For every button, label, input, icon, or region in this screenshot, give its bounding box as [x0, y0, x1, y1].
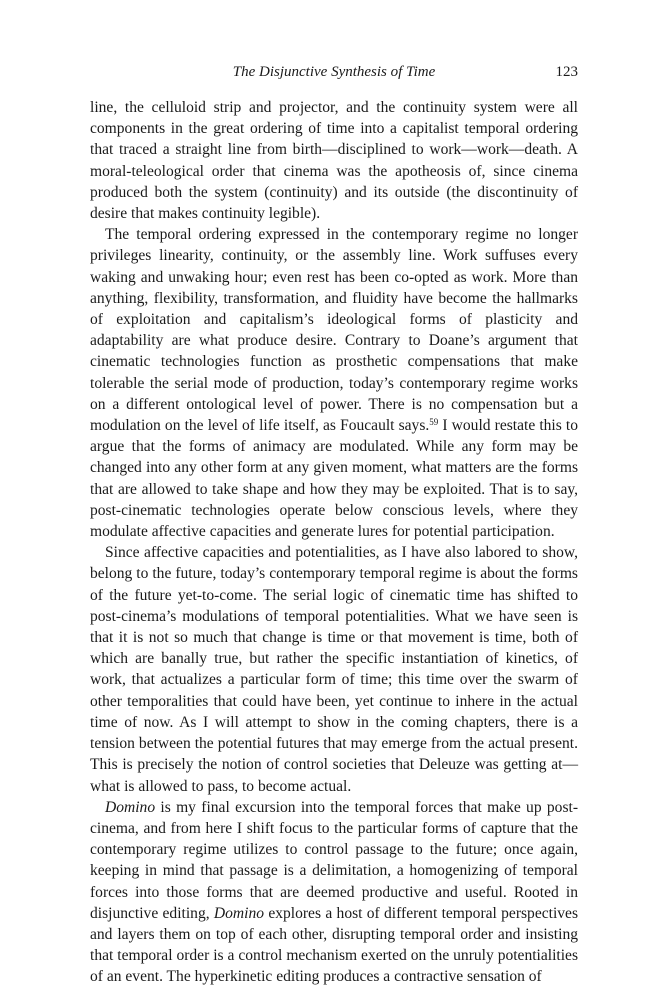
- paragraph-2-text-b: I would restate this to argue that the forms of animacy are modulated. While any form may be changed into any other form at any given moment, what matters are the forms that are allowed to take shape and how they may be exploited. That is to say, post-cinematic technologies operate below conscious levels, where they modulate affective capacities and generate lures for potential participation.: [90, 417, 578, 541]
- paragraph-2: [90, 224, 578, 542]
- paragraph-1: [90, 97, 578, 224]
- running-title: The Disjunctive Synthesis of Time: [232, 64, 436, 80]
- paragraph-3-text: Since affective capacities and potentialities, as I have also labored to show, belong to the future, today’s contemporary temporal regime is about the forms of the future yet-to-come. The serial logic of cinematic time has shifted to post-cinema’s modulations of temporal potentialities. What we have seen is that it is not so much that change is time or that movement is time, both of which are banally true, but rather the specific instantiation of kinetics, of work, that actualizes a particular form of time; this time over the swarm of other temporalities that could have been, yet continue to inhere in the actual time of now. As I will attempt to show in the coming chapters, there is a tension between the potential futures that may emerge from the actual present. This is precisely the notion of control societies that Deleuze was getting at—what is allowed to pass, to become actual.: [90, 544, 578, 795]
- footnote-reference-59: 59: [429, 417, 439, 428]
- paragraph-1-text: line, the celluloid strip and projector, and the continuity system were all components in the great ordering of time into a capitalist temporal ordering that traced a straight line from birth—disciplined to work—work—death. A moral-teleological order that cinema was the apotheosis of, since cinema produced both the system (continuity) and its outside (the discontinuity of desire that makes continuity legible).: [90, 99, 578, 223]
- body-text: [90, 97, 578, 988]
- book-page: [90, 62, 578, 988]
- paragraph-2-text-a: The temporal ordering expressed in the contemporary regime no longer privileges linearity, continuity, or the assembly line. Work suffuses every waking and unwaking hour; even rest has been co-opted as work. More than anything, flexibility, transformation, and fluidity have become the hallmarks of exploitation and capitalism’s ideological forms of plasticity and adaptability are what produce desire. Contrary to Doane’s argument that cinematic technologies function as prosthetic compensations that make tolerable the serial mode of production, today’s contemporary regime works on a different ontological level of power. There is no compensation but a modulation on the level of life itself, as Foucault says.: [90, 226, 578, 435]
- paragraph-4: [90, 797, 578, 988]
- paragraph-4-text-a: is my final excursion into the temporal forces that make up post-cinema, and from here I shift focus to the particular forms of capture that the contemporary regime utilizes to control passage to the future; once again, keeping in mind that passage is a delimitation, a homogenizing of temporal forces into those forms that are deemed productive and useful. Rooted in disjunctive editing,: [90, 798, 578, 922]
- running-head: [90, 62, 578, 84]
- film-title-domino-2: Domino: [213, 904, 265, 922]
- film-title-domino: Domino: [105, 798, 156, 816]
- paragraph-3: [90, 542, 578, 796]
- page-number: 123: [555, 64, 578, 80]
- paragraph-4-text-b: explores a host of different temporal perspectives and layers them on top of each other, disrupting temporal order and insisting that temporal order is a control mechanism exerted on the unruly potentialities of an event. The hyperkinetic editing produces a contractive sensation of: [90, 904, 578, 986]
